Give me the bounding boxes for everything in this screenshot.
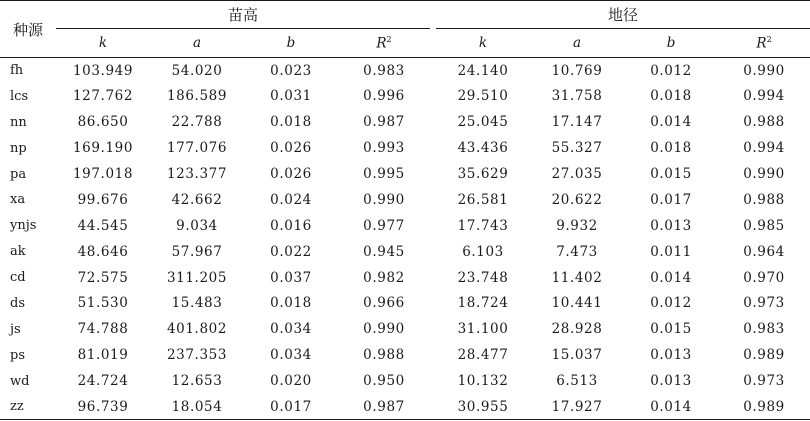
- group-header-ground-diameter: 地径: [436, 1, 810, 29]
- r-superscript: 2: [386, 34, 392, 44]
- value-cell-d-k: 26.581: [457, 191, 509, 208]
- value-cell-d-a: 10.769: [551, 62, 603, 79]
- col-header-height-a: a: [192, 35, 202, 51]
- value-cell-d-r: 0.970: [743, 269, 785, 286]
- col-header-diameter-a: a: [572, 35, 582, 51]
- value-cell-d-r: 0.964: [743, 243, 785, 260]
- value-cell-d-r: 0.990: [743, 62, 785, 79]
- value-cell-d-k: 29.510: [457, 88, 509, 105]
- r-superscript: 2: [766, 34, 772, 44]
- value-cell-d-b: 0.018: [650, 88, 692, 105]
- value-cell-h-k: 44.545: [77, 217, 129, 234]
- col-header-diameter-r2: [718, 29, 810, 58]
- value-cell-h-r: 0.977: [363, 217, 405, 234]
- value-cell-h-b: 0.016: [270, 217, 312, 234]
- species-header: 种源: [0, 1, 56, 58]
- value-cell-d-a: 15.037: [551, 347, 603, 364]
- species-cell: ynjs: [10, 218, 37, 234]
- species-cell: ak: [10, 244, 26, 260]
- species-cell: lcs: [10, 88, 29, 104]
- species-cell: wd: [10, 373, 30, 389]
- species-cell: np: [10, 140, 27, 156]
- value-cell-d-a: 20.622: [551, 191, 603, 208]
- species-cell: pa: [10, 166, 27, 182]
- value-cell-d-b: 0.011: [650, 243, 692, 260]
- value-cell-d-k: 28.477: [457, 347, 509, 364]
- value-cell-d-a: 31.758: [551, 88, 603, 105]
- species-cell: nn: [10, 114, 27, 130]
- value-cell-h-k: 99.676: [77, 191, 129, 208]
- table-body: [0, 58, 810, 420]
- value-cell-d-a: 17.927: [551, 398, 603, 415]
- value-cell-h-k: 51.530: [77, 295, 129, 312]
- table-row: [0, 342, 810, 368]
- table-row: [0, 187, 810, 213]
- value-cell-d-r: 0.985: [743, 217, 785, 234]
- value-cell-d-r: 0.983: [743, 321, 785, 338]
- table-row: [0, 239, 810, 265]
- value-cell-h-k: 127.762: [72, 88, 134, 105]
- value-cell-h-k: 86.650: [77, 114, 129, 131]
- value-cell-d-a: 17.147: [551, 114, 603, 131]
- value-cell-h-b: 0.024: [270, 191, 312, 208]
- value-cell-h-k: 48.646: [77, 243, 129, 260]
- value-cell-d-r: 0.994: [743, 88, 785, 105]
- value-cell-h-k: 169.190: [72, 140, 134, 157]
- value-cell-h-k: 24.724: [77, 373, 129, 390]
- value-cell-d-b: 0.012: [650, 295, 692, 312]
- species-cell: fh: [10, 63, 24, 79]
- value-cell-d-r: 0.988: [743, 191, 785, 208]
- value-cell-d-a: 55.327: [551, 140, 603, 157]
- value-cell-h-r: 0.983: [363, 62, 405, 79]
- table-row: [0, 265, 810, 291]
- value-cell-h-r: 0.993: [363, 140, 405, 157]
- value-cell-d-r: 0.990: [743, 166, 785, 182]
- value-cell-h-a: 22.788: [171, 114, 223, 131]
- value-cell-d-a: 28.928: [551, 321, 603, 338]
- table-row: [0, 368, 810, 394]
- value-cell-h-r: 0.945: [363, 243, 405, 260]
- value-cell-h-b: 0.018: [270, 114, 312, 131]
- value-cell-d-a: 11.402: [551, 269, 603, 286]
- species-cell: js: [10, 321, 21, 337]
- col-header-height-k: k: [98, 35, 108, 51]
- species-cell: cd: [10, 270, 26, 286]
- table-row: [0, 213, 810, 239]
- group-header-seedling-height: 苗高: [56, 1, 430, 29]
- r-label: R: [376, 35, 387, 52]
- value-cell-d-b: 0.013: [650, 373, 692, 390]
- value-cell-h-b: 0.017: [270, 398, 312, 415]
- value-cell-h-b: 0.026: [270, 140, 312, 157]
- value-cell-d-b: 0.017: [650, 191, 692, 208]
- value-cell-d-k: 10.132: [457, 373, 509, 390]
- value-cell-h-k: 103.949: [72, 62, 134, 79]
- value-cell-h-r: 0.990: [363, 321, 405, 338]
- species-cell: ps: [10, 347, 25, 363]
- value-cell-h-r: 0.988: [363, 347, 405, 364]
- value-cell-d-r: 0.973: [743, 373, 785, 390]
- value-cell-h-k: 74.788: [77, 321, 129, 338]
- value-cell-h-k: 72.575: [77, 269, 129, 286]
- table-row: [0, 316, 810, 342]
- value-cell-d-r: 0.988: [743, 114, 785, 131]
- value-cell-h-a: 186.589: [166, 88, 228, 105]
- value-cell-h-b: 0.020: [270, 373, 312, 390]
- value-cell-d-k: 43.436: [457, 140, 509, 157]
- value-cell-d-b: 0.014: [650, 269, 692, 286]
- value-cell-h-a: 311.205: [166, 269, 228, 286]
- value-cell-d-b: 0.012: [650, 62, 692, 79]
- value-cell-d-k: 18.724: [457, 295, 509, 312]
- table-row: [0, 161, 810, 187]
- table-row: [0, 135, 810, 161]
- value-cell-d-b: 0.015: [650, 321, 692, 338]
- value-cell-h-b: 0.034: [270, 321, 312, 338]
- table-row: [0, 109, 810, 135]
- col-header-diameter-b: b: [666, 35, 676, 51]
- value-cell-d-k: 6.103: [462, 243, 504, 260]
- table-row: [0, 394, 810, 420]
- value-cell-d-k: 35.629: [457, 166, 509, 182]
- value-cell-h-a: 401.802: [166, 321, 228, 338]
- value-cell-h-a: 123.377: [166, 166, 228, 182]
- value-cell-h-k: 197.018: [72, 166, 134, 182]
- value-cell-h-a: 9.034: [176, 217, 218, 234]
- value-cell-d-r: 0.989: [743, 398, 785, 415]
- value-cell-d-a: 9.932: [556, 217, 598, 234]
- value-cell-h-r: 0.982: [363, 269, 405, 286]
- value-cell-d-b: 0.013: [650, 347, 692, 364]
- value-cell-h-b: 0.026: [270, 166, 312, 182]
- value-cell-d-k: 24.140: [457, 62, 509, 79]
- value-cell-h-r: 0.990: [363, 191, 405, 208]
- value-cell-d-r: 0.989: [743, 347, 785, 364]
- value-cell-h-b: 0.034: [270, 347, 312, 364]
- value-cell-h-a: 42.662: [171, 191, 223, 208]
- table-row: [0, 58, 810, 84]
- value-cell-d-b: 0.013: [650, 217, 692, 234]
- value-cell-h-a: 177.076: [166, 140, 228, 157]
- value-cell-d-r: 0.973: [743, 295, 785, 312]
- col-header-height-b: b: [286, 35, 296, 51]
- table-row: [0, 291, 810, 317]
- species-cell: zz: [10, 399, 24, 415]
- value-cell-h-a: 12.653: [171, 373, 223, 390]
- value-cell-h-b: 0.037: [270, 269, 312, 286]
- value-cell-d-a: 7.473: [556, 243, 598, 260]
- value-cell-h-a: 15.483: [171, 295, 223, 312]
- value-cell-h-a: 237.353: [166, 347, 228, 364]
- value-cell-h-a: 18.054: [171, 398, 223, 415]
- value-cell-d-a: 6.513: [556, 373, 598, 390]
- value-cell-d-r: 0.994: [743, 140, 785, 157]
- value-cell-h-r: 0.996: [363, 88, 405, 105]
- col-header-height-r2: [338, 29, 430, 58]
- value-cell-h-k: 81.019: [77, 347, 129, 364]
- value-cell-d-b: 0.018: [650, 140, 692, 157]
- value-cell-d-a: 10.441: [551, 295, 603, 312]
- value-cell-h-b: 0.023: [270, 62, 312, 79]
- value-cell-h-r: 0.995: [363, 166, 405, 182]
- value-cell-d-b: 0.014: [650, 114, 692, 131]
- species-cell: xa: [10, 192, 26, 208]
- value-cell-h-r: 0.966: [363, 295, 405, 312]
- value-cell-h-b: 0.031: [270, 88, 312, 105]
- value-cell-d-k: 23.748: [457, 269, 509, 286]
- value-cell-h-k: 96.739: [77, 398, 129, 415]
- value-cell-d-a: 27.035: [551, 166, 603, 182]
- value-cell-h-a: 57.967: [171, 243, 223, 260]
- value-cell-d-k: 31.100: [457, 321, 509, 338]
- value-cell-h-a: 54.020: [171, 62, 223, 79]
- value-cell-h-r: 0.987: [363, 398, 405, 415]
- value-cell-d-b: 0.014: [650, 398, 692, 415]
- value-cell-d-b: 0.015: [650, 166, 692, 182]
- value-cell-d-k: 25.045: [457, 114, 509, 131]
- species-cell: ds: [10, 295, 25, 311]
- value-cell-h-b: 0.022: [270, 243, 312, 260]
- value-cell-h-b: 0.018: [270, 295, 312, 312]
- r-label: R: [756, 35, 767, 52]
- table-row: [0, 83, 810, 109]
- value-cell-h-r: 0.950: [363, 373, 405, 390]
- value-cell-d-k: 30.955: [457, 398, 509, 415]
- value-cell-d-k: 17.743: [457, 217, 509, 234]
- value-cell-h-r: 0.987: [363, 114, 405, 131]
- col-header-diameter-k: k: [478, 35, 488, 51]
